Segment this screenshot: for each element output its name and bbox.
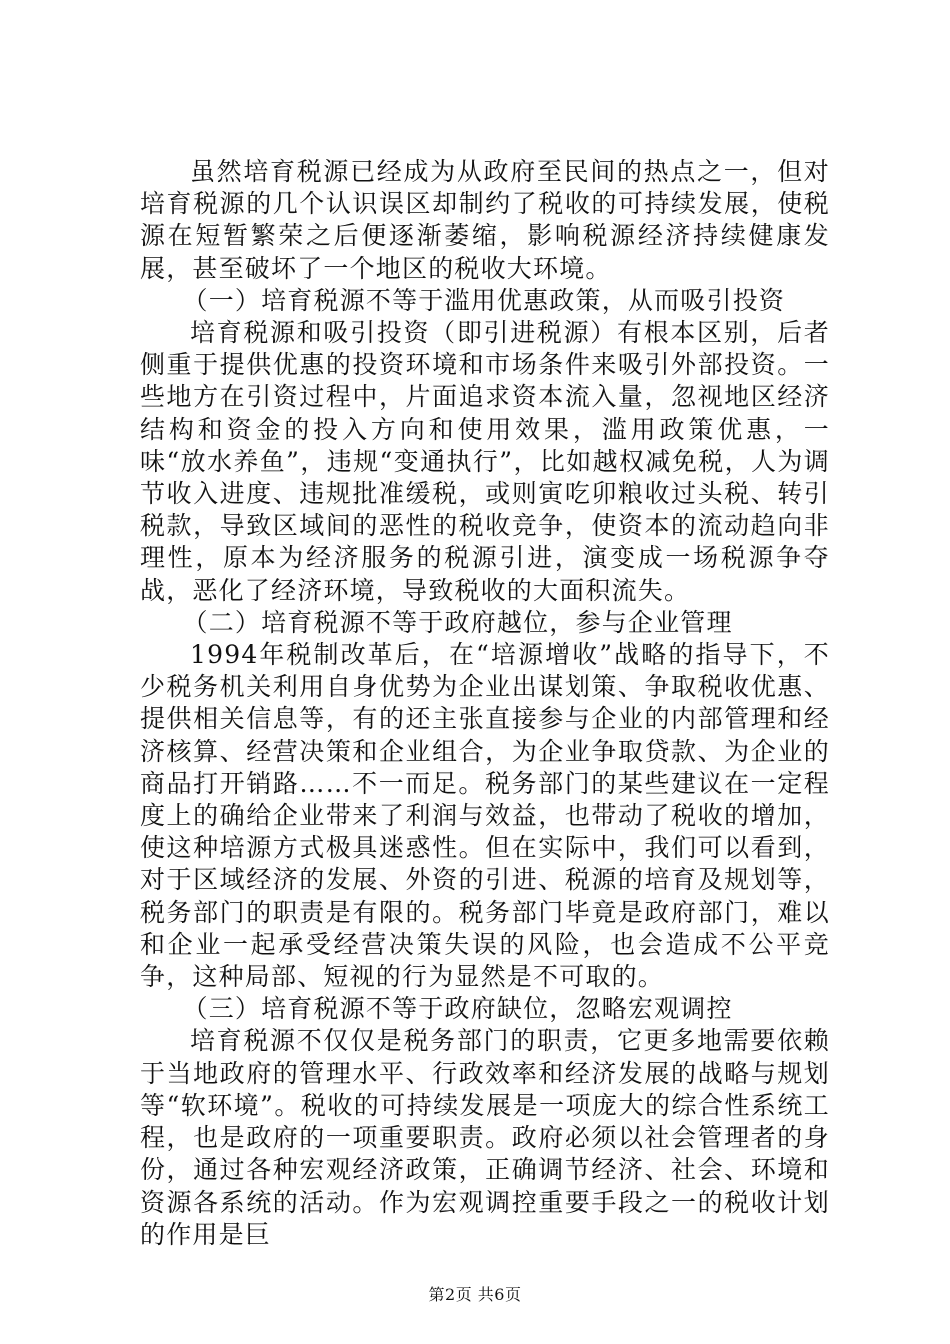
section-heading-3: （三）培育税源不等于政府缺位，忽略宏观调控: [182, 994, 733, 1024]
paragraph-section-2: 1994年税制改革后，在“培源增收”战略的指导下，不少税务机关利用自身优势为企业出谋划策、争取税收优惠、提供相关信息等，有的还主张直接参与企业的内部管理和经济核算、经营决策和企业组合，为企业争取贷款、为企业的商品打开销路……不一而足。税务部门的某些建议在一定程度上的确给企业带来了利润与效益，也带动了税收的增加，使这种培源方式极具迷惑性。但在实际中，我们可以看到，对于区域经济的发展、外资的引进、税源的培育及规划等，税务部门的职责是有限的。税务部门毕竟是政府部门，难以和企业一起承受经营决策失误的风险，也会造成不公平竞争，这种局部、短视的行为显然是不可取的。: [140, 640, 830, 992]
section-heading-1: （一）培育税源不等于滥用优惠政策，从而吸引投资: [182, 285, 786, 315]
document-body: [140, 156, 830, 1251]
section-heading-2: （二）培育税源不等于政府越位，参与企业管理: [182, 607, 733, 637]
paragraph-section-1: 培育税源和吸引投资（即引进税源）有根本区别，后者侧重于提供优惠的投资环境和市场条件来吸引外部投资。一些地方在引资过程中，片面追求资本流入量，忽视地区经济结构和资金的投入方向和使用效果，滥用政策优惠，一味“放水养鱼”，违规“变通执行”，比如越权减免税，人为调节收入进度、违规批准缓税，或则寅吃卯粮收过头税、转引税款，导致区域间的恶性的税收竞争，使资本的流动趋向非理性，原本为经济服务的税源引进，演变成一场税源争夺战，恶化了经济环境，导致税收的大面积流失。: [140, 318, 830, 605]
paragraph-section-3: 培育税源不仅仅是税务部门的职责，它更多地需要依赖于当地政府的管理水平、行政效率和经济发展的战略与规划等“软环境”。税收的可持续发展是一项庞大的综合性系统工程，也是政府的一项重要职责。政府必须以社会管理者的身份，通过各种宏观经济政策，正确调节经济、社会、环境和资源各系统的活动。作为宏观调控重要手段之一的税收计划的作用是巨: [140, 1026, 830, 1249]
page-footer: 第2页 共6页: [428, 1285, 522, 1304]
paragraph-intro: 虽然培育税源已经成为从政府至民间的热点之一，但对培育税源的几个认识误区却制约了税收的可持续发展，使税源在短暂繁荣之后便逐渐萎缩，影响税源经济持续健康发展，甚至破坏了一个地区的税收大环境。: [140, 157, 830, 283]
